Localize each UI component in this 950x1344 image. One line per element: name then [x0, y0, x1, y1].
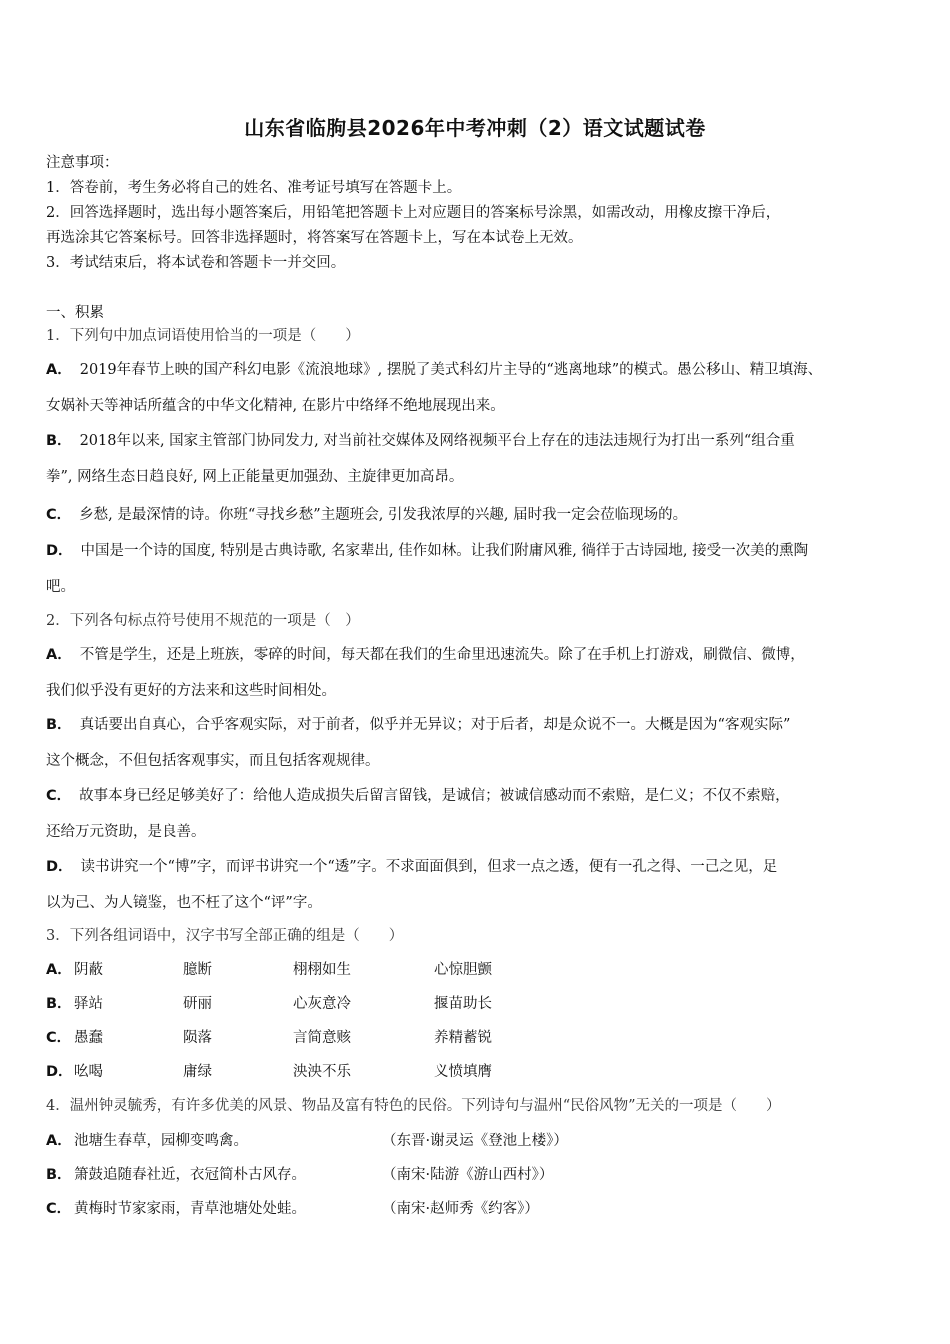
verse-source: （南宋·赵师秀《约客》） [382, 1201, 539, 1217]
q3-option-b [46, 995, 926, 1015]
q4-option-c [46, 1200, 926, 1220]
page-title: 山东省临朐县2026年中考冲刺（2）语文试题试卷 [244, 116, 706, 140]
verse: 黄梅时节家家雨，青草池塘处处蛙。 [74, 1201, 306, 1217]
word: 泱泱不乐 [293, 1064, 351, 1080]
option-letter: A． [46, 362, 72, 378]
word: 陨落 [183, 1030, 212, 1046]
option-text: 中国是一个诗的国度, 特别是古典诗歌, 名家辈出, 佳作如林。让我们附庸风雅, 徜徉于古诗园地, 接受一次美的熏陶 [80, 543, 809, 559]
verse: 箫鼓追随春社近，衣冠简朴古风存。 [74, 1167, 306, 1183]
word: 言简意赅 [293, 1030, 351, 1046]
option-text: 读书讲究一个“博”字，而评书讲究一个“透”字。不求面面俱到，但求一点之透，便有一孔之得、一己之见，足 [80, 859, 778, 875]
section-heading: 一、积累 [46, 305, 104, 321]
option-letter: C． [46, 507, 72, 523]
option-letter: A． [46, 647, 72, 663]
verse: 池塘生春草，园柳变鸣禽。 [74, 1133, 248, 1149]
option-continuation: 还给万元资助，是良善。 [46, 824, 206, 840]
word: 吆喝 [74, 1064, 103, 1080]
word: 阴蔽 [74, 962, 103, 978]
question-4-stem: 4．温州钟灵毓秀，有许多优美的风景、物品及富有特色的民俗。下列诗句与温州“民俗风物”无关的一项是（ ） [46, 1098, 781, 1114]
notice-line: 再选涂其它答案标号。回答非选择题时，将答案写在答题卡上，写在本试卷上无效。 [46, 230, 583, 246]
word: 揠苗助长 [434, 996, 492, 1012]
option-text: 2019年春节上映的国产科幻电影《流浪地球》, 摆脱了美式科幻片主导的“逃离地球”的模式。愚公移山、精卫填海、 [79, 362, 823, 378]
q3-option-a [46, 961, 926, 981]
q4-option-a [46, 1132, 926, 1152]
option-continuation: 吧。 [46, 579, 75, 595]
option-letter: B． [46, 717, 72, 733]
option-text: 乡愁, 是最深情的诗。你班“寻找乡愁”主题班会, 引发我浓厚的兴趣, 届时我一定会莅临现场的。 [79, 507, 688, 523]
q4-option-b [46, 1166, 926, 1186]
option-continuation: 这个概念，不但包括客观事实，而且包括客观规律。 [46, 753, 380, 769]
word: 心惊胆颤 [434, 962, 492, 978]
option-continuation: 我们似乎没有更好的方法来和这些时间相处。 [46, 683, 336, 699]
option-letter: C． [46, 1030, 72, 1046]
option-text: 真话要出自真心，合乎客观实际，对于前者，似乎并无异议；对于后者，却是众说不一。大概是因为“客观实际” [79, 717, 791, 733]
verse-source: （南宋·陆游《游山西村》） [382, 1167, 554, 1183]
notice-line: 2．回答选择题时，选出每小题答案后，用铅笔把答题卡上对应题目的答案标号涂黑，如需改动，用橡皮擦干净后， [46, 205, 781, 221]
q3-option-c [46, 1029, 926, 1049]
q2-option-c [46, 787, 790, 805]
word: 心灰意冷 [293, 996, 351, 1012]
notice-heading: 注意事项： [46, 155, 119, 171]
word: 研丽 [183, 996, 212, 1012]
notice-line: 3．考试结束后，将本试卷和答题卡一并交回。 [46, 255, 346, 271]
option-text: 2018年以来, 国家主管部门协同发力, 对当前社交媒体及网络视频平台上存在的违法违规行为打出一系列“组合重 [79, 433, 795, 449]
q2-option-d [46, 858, 777, 876]
word: 义愤填膺 [434, 1064, 492, 1080]
option-letter: B． [46, 996, 72, 1012]
question-1-stem: 1．下列句中加点词语使用恰当的一项是（ ） [46, 328, 360, 344]
option-letter: C． [46, 788, 72, 804]
q2-option-b [46, 716, 790, 734]
option-letter: A． [46, 962, 72, 978]
word: 养精蓄锐 [434, 1030, 492, 1046]
option-continuation: 女娲补天等神话所蕴含的中华文化精神, 在影片中络绎不绝地展现出来。 [46, 398, 505, 414]
option-letter: A． [46, 1133, 72, 1149]
word: 臆断 [183, 962, 212, 978]
word: 栩栩如生 [293, 962, 351, 978]
option-letter: C． [46, 1201, 72, 1217]
word: 庸绿 [183, 1064, 212, 1080]
q1-option-a [46, 361, 822, 379]
question-2-stem: 2．下列各句标点符号使用不规范的一项是（ ） [46, 613, 360, 629]
option-letter: D． [46, 859, 73, 875]
word: 驿站 [74, 996, 103, 1012]
q1-option-b [46, 432, 795, 450]
option-letter: D． [46, 1064, 73, 1080]
option-text: 故事本身已经足够美好了：给他人造成损失后留言留钱，是诚信；被诚信感动而不索赔，是仁义；不仅不索赔， [79, 788, 790, 804]
q1-option-c [46, 506, 687, 524]
option-letter: D． [46, 543, 73, 559]
q1-option-d [46, 542, 808, 560]
q3-option-d [46, 1063, 926, 1083]
notice-line: 1．答卷前，考生务必将自己的姓名、准考证号填写在答题卡上。 [46, 180, 462, 196]
q2-option-a [46, 646, 805, 664]
option-letter: B． [46, 1167, 72, 1183]
verse-source: （东晋·谢灵运《登池上楼》） [382, 1133, 568, 1149]
question-3-stem: 3．下列各组词语中，汉字书写全部正确的组是（ ） [46, 928, 404, 944]
option-continuation: 拳”, 网络生态日趋良好, 网上正能量更加强劲、主旋律更加高昂。 [46, 469, 464, 485]
word: 愚蠢 [74, 1030, 103, 1046]
option-continuation: 以为己、为人镜鉴，也不枉了这个“评”字。 [46, 895, 322, 911]
option-letter: B． [46, 433, 72, 449]
option-text: 不管是学生，还是上班族，零碎的时间，每天都在我们的生命里迅速流失。除了在手机上打游戏，刷微信、微博， [79, 647, 805, 663]
